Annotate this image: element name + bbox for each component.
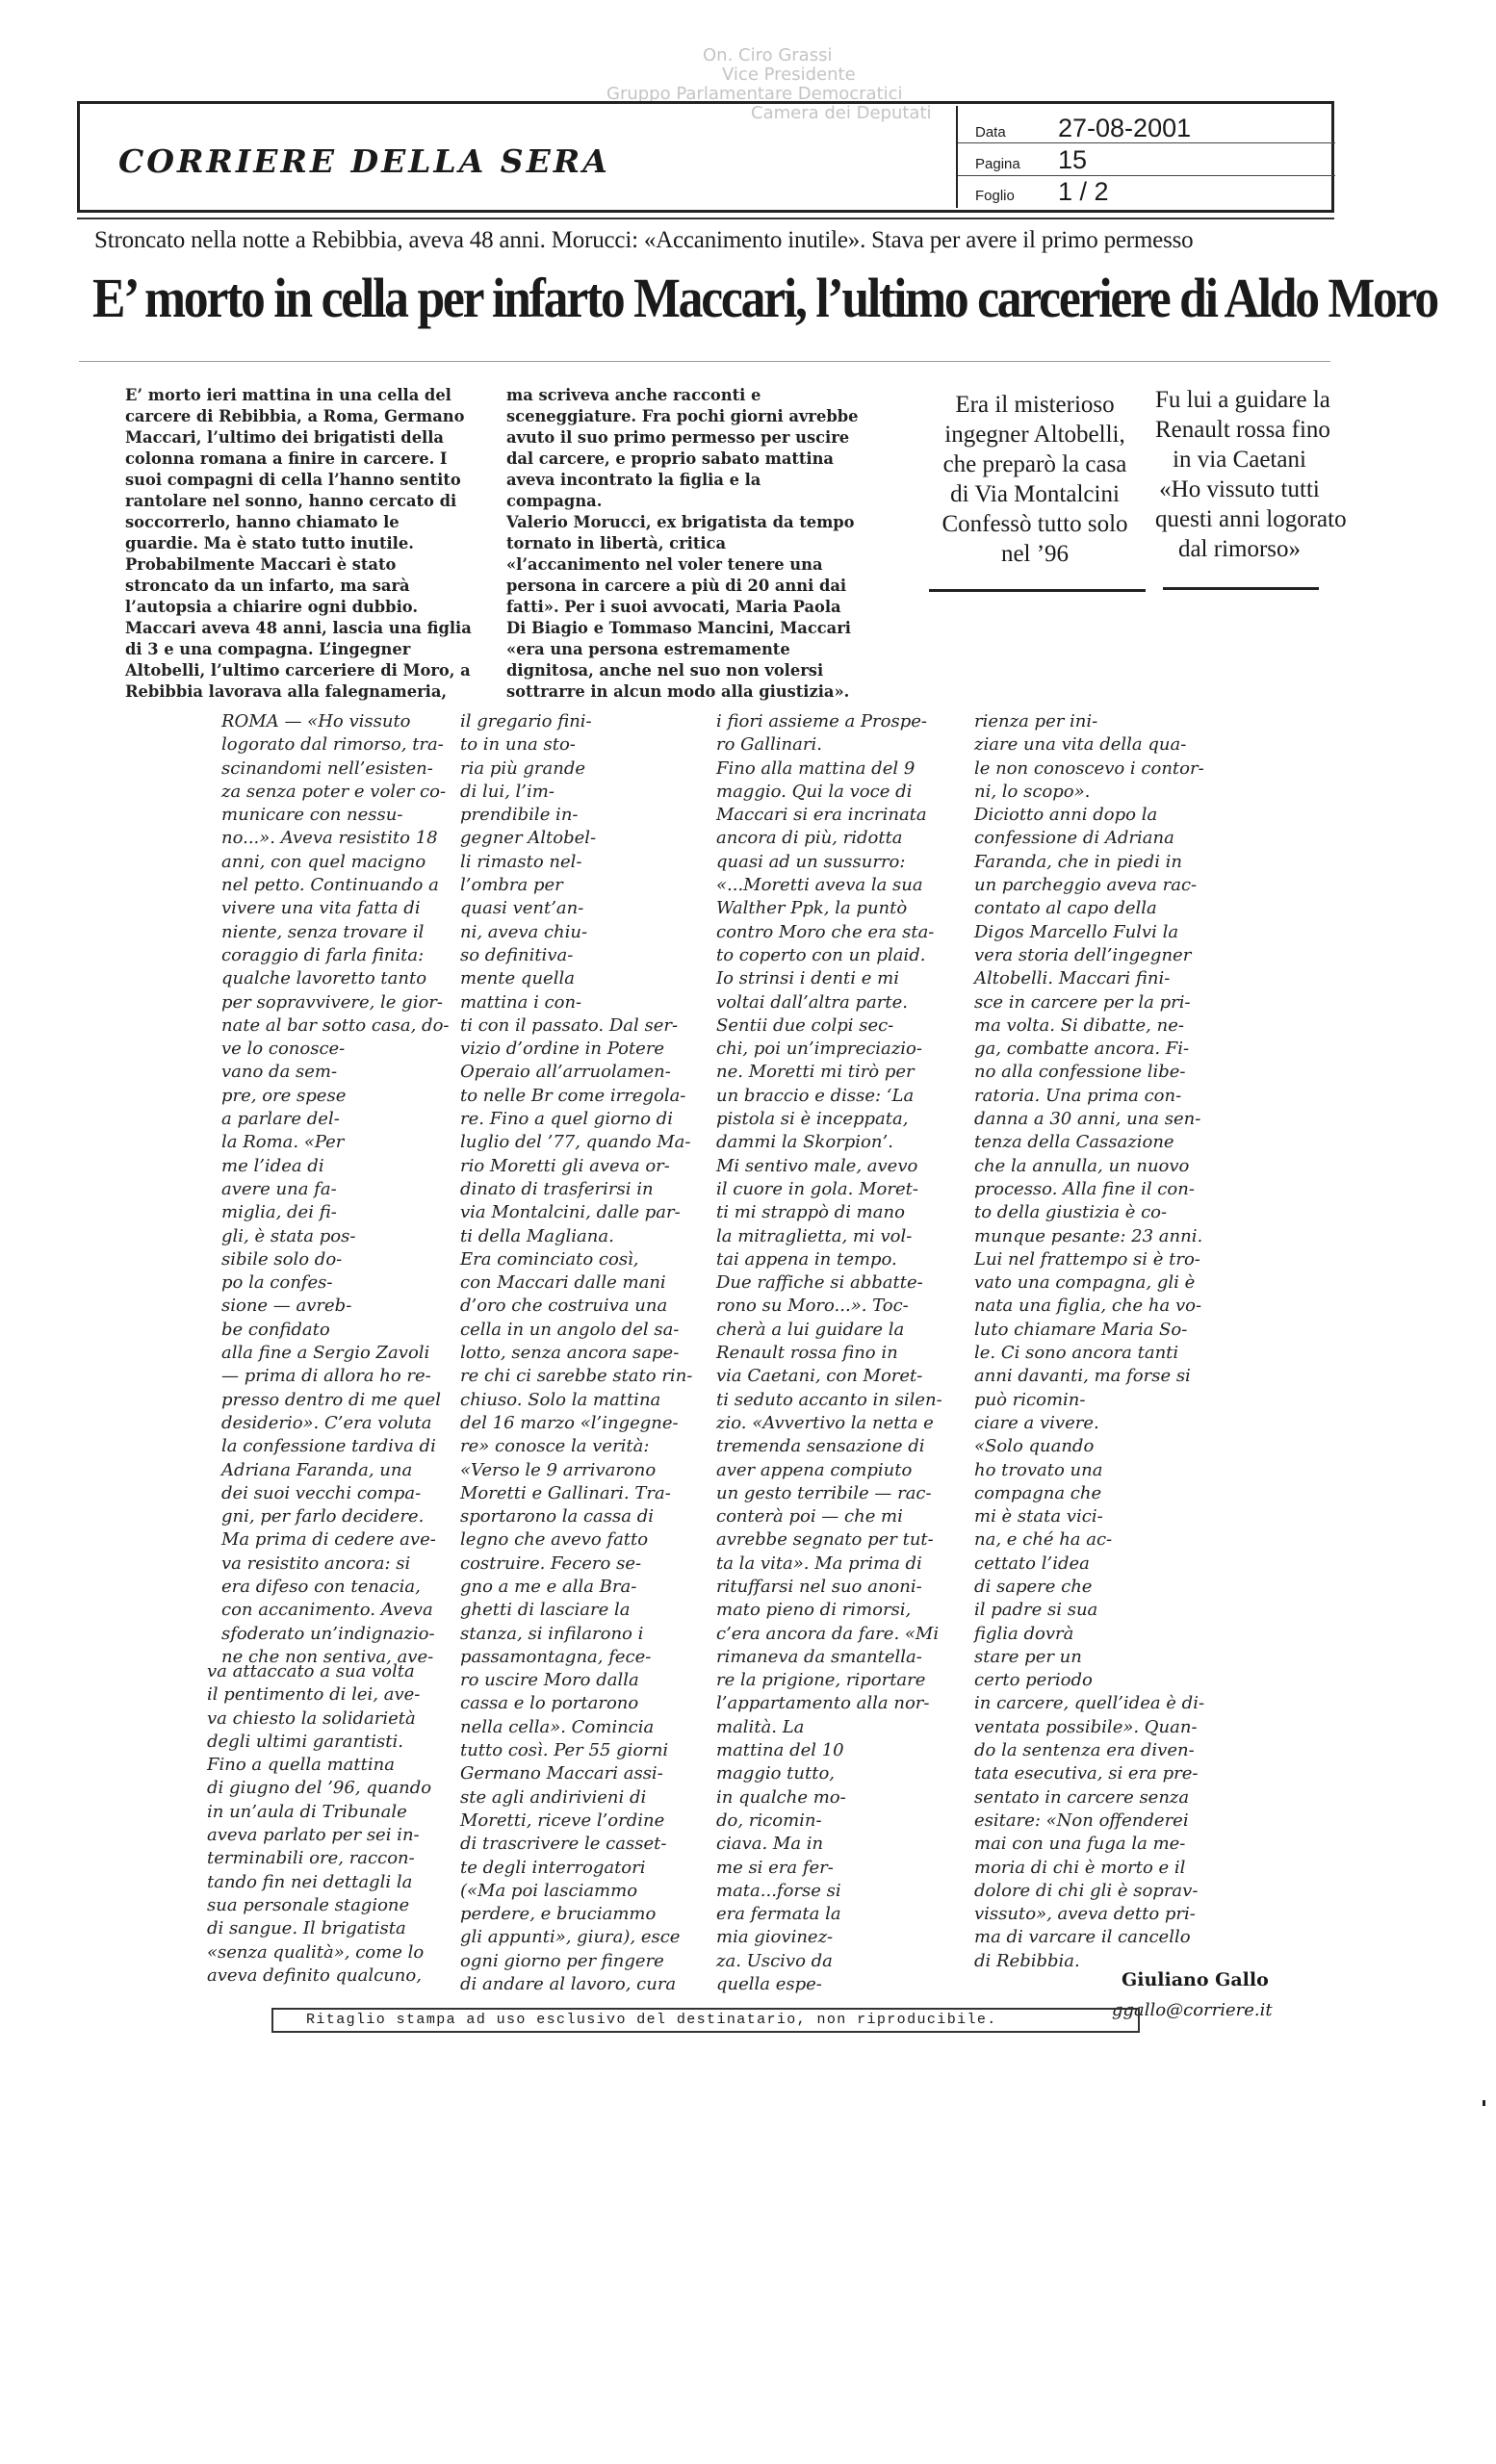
sheet-label: Foglio <box>975 188 1015 204</box>
body-line: do la sentenza era diven- <box>974 1740 1195 1761</box>
pull-quote-2 <box>1155 385 1347 564</box>
pull-quote-line: Fu lui a guidare la <box>1155 387 1330 413</box>
body-line: tutto così. Per 55 giorni <box>460 1740 669 1761</box>
body-line: un braccio e disse: ‘La <box>716 1085 915 1106</box>
body-line: Adriana Faranda, una <box>221 1459 413 1480</box>
body-line: l’appartamento alla nor- <box>716 1693 930 1714</box>
body-line: anni, con quel macigno <box>221 851 426 872</box>
body-line: avrebbe segnato per tut- <box>716 1529 934 1551</box>
body-column-1b <box>207 1660 481 1988</box>
info-divider <box>958 142 1335 143</box>
body-line: to nelle Br come irregola- <box>460 1085 686 1106</box>
body-line: figlia dovrà <box>974 1623 1074 1644</box>
lead-line: dignitosa, anche nel suo non volersi <box>506 661 824 680</box>
pull-quote-line: dal rimorso» <box>1177 536 1302 562</box>
body-line: di giugno del ’96, quando <box>207 1778 432 1799</box>
body-line: terminabili ore, raccon- <box>207 1848 415 1869</box>
body-line: ghetti di lasciare la <box>460 1600 631 1621</box>
date-value: 27-08-2001 <box>1058 114 1192 142</box>
stamp-line: Gruppo Parlamentare Democratici <box>606 84 903 104</box>
body-line: sportarono la cassa di <box>460 1506 654 1527</box>
body-line: in carcere, quell’idea è di- <box>974 1693 1205 1714</box>
body-line: vivere una vita fatta di <box>221 898 421 919</box>
body-line: ratoria. Una prima con- <box>974 1085 1182 1106</box>
body-line: Io strinsi i denti e mi <box>716 968 899 989</box>
lead-line: Probabilmente Maccari è stato <box>125 555 397 574</box>
body-line: tando fin nei dettagli la <box>207 1871 413 1892</box>
lead-line: Rebibbia lavorava alla falegnameria, <box>125 682 448 701</box>
body-line: to coperto con un plaid. <box>716 944 926 965</box>
body-line: logorato dal rimorso, tra- <box>221 734 444 756</box>
body-line: mente quella <box>460 968 575 989</box>
info-box <box>956 106 1335 208</box>
body-line: mattina del 10 <box>716 1740 844 1761</box>
body-line: ROMA — «Ho vissuto <box>221 711 411 732</box>
body-line: ciava. Ma in <box>716 1834 824 1855</box>
lead-line: compagna. <box>506 492 603 510</box>
pull-quote-line: Era il misterioso <box>955 392 1115 418</box>
body-line: desiderio». C’era voluta <box>221 1412 432 1433</box>
body-line: lotto, senza ancora sape- <box>460 1343 680 1364</box>
body-line: gli appunti», giura), esce <box>460 1927 681 1948</box>
body-line: ogni giorno per fingere <box>460 1950 664 1971</box>
body-line: ti seduto accanto in silen- <box>716 1389 942 1410</box>
body-line: te degli interrogatori <box>460 1857 646 1878</box>
body-line: in un’aula di Tribunale <box>207 1801 407 1822</box>
body-line: danna a 30 anni, una sen- <box>974 1109 1201 1130</box>
body-line: tenza della Cassazione <box>974 1132 1174 1153</box>
body-line: sua personale stagione <box>207 1894 410 1915</box>
sheet-value: 1 / 2 <box>1058 177 1109 206</box>
body-line: via Montalcini, dalle par- <box>460 1202 681 1223</box>
body-line: dolore di chi gli è soprav- <box>974 1880 1199 1901</box>
body-line: miglia, dei fi- <box>221 1202 337 1223</box>
date-label: Data <box>975 124 1006 141</box>
body-line: degli ultimi garantisti. <box>207 1731 403 1752</box>
pull-quote-line: che preparò la casa <box>942 451 1127 477</box>
body-line: conterà poi — che mi <box>716 1506 903 1527</box>
body-line: la mitraglietta, mi vol- <box>716 1225 913 1246</box>
body-line: gno a me e alla Bra- <box>460 1576 637 1597</box>
body-line: Fino alla mattina del 9 <box>716 757 916 779</box>
body-line: vano da sem- <box>221 1062 338 1083</box>
body-line: re chi ci sarebbe stato rin- <box>460 1366 693 1387</box>
body-line: chiuso. Solo la mattina <box>460 1389 661 1410</box>
headline-rule <box>79 361 1330 362</box>
body-line: può ricomin- <box>974 1389 1086 1410</box>
body-line: rono su Moro...». Toc- <box>716 1296 909 1317</box>
footer-notice: Ritaglio stampa ad uso esclusivo del destinatario, non riproducibile. <box>271 2008 1140 2033</box>
header-box <box>77 101 1334 213</box>
body-line: Diciotto anni dopo la <box>974 805 1158 826</box>
body-column-4 <box>974 710 1249 1973</box>
body-line: rio Moretti gli aveva or- <box>460 1155 670 1176</box>
body-line: ma volta. Si dibatte, ne- <box>974 1014 1184 1036</box>
body-line: dammi la Skorpion’. <box>716 1132 893 1153</box>
body-line: gli, è stata pos- <box>221 1225 356 1246</box>
body-line: d’oro che costruiva una <box>460 1296 668 1317</box>
body-line: sce in carcere per la pri- <box>974 991 1191 1013</box>
body-line: nata una figlia, che ha vo- <box>974 1296 1202 1317</box>
body-line: ti della Magliana. <box>460 1225 614 1246</box>
body-line: legno che avevo fatto <box>460 1529 649 1551</box>
body-line: esitare: «Non offenderei <box>974 1810 1189 1831</box>
lead-line: Valerio Morucci, ex brigatista da tempo <box>506 513 855 531</box>
body-line: ti con il passato. Dal ser- <box>460 1014 679 1036</box>
body-line: gni, per farlo decidere. <box>221 1506 425 1527</box>
body-line: mi è stata vici- <box>974 1506 1103 1527</box>
body-line: di sapere che <box>974 1576 1093 1597</box>
body-line: pre, ore spese <box>221 1085 347 1106</box>
body-line: contato al capo della <box>974 898 1157 919</box>
body-line: za senza poter e voler co- <box>221 781 447 802</box>
lead-line: ma scriveva anche racconti e <box>506 386 761 404</box>
body-line: qualche lavoretto tanto <box>221 968 427 989</box>
body-line: stare per un <box>974 1646 1082 1667</box>
body-line: di trascrivere le casset- <box>460 1834 667 1855</box>
lead-line: sottrarre in alcun modo alla giustizia». <box>506 682 850 701</box>
body-line: munque pesante: 23 anni. <box>974 1225 1203 1246</box>
top-rule <box>77 218 1334 219</box>
body-line: Due raffiche si abbatte- <box>716 1272 923 1294</box>
lead-line: dal carcere, e proprio sabato mattina <box>506 449 834 468</box>
body-line: Maccari si era incrinata <box>716 805 927 826</box>
body-line: Walther Ppk, la puntò <box>716 898 908 919</box>
author-email: ggallo@corriere.it <box>1112 2000 1273 2020</box>
body-line: za. Uscivo da <box>716 1950 833 1971</box>
body-line: costruire. Fecero se- <box>460 1553 642 1574</box>
body-line: un parcheggio aveva rac- <box>974 875 1198 896</box>
body-line: re» conosce la verità: <box>460 1436 650 1457</box>
pull-quote-line: questi anni logorato <box>1155 506 1347 532</box>
body-line: quasi ad un sussurro: <box>716 851 906 872</box>
body-line: sfoderato un’indignazio- <box>221 1623 435 1644</box>
page-value: 15 <box>1058 145 1088 174</box>
pull-quote-line: nel ’96 <box>1000 541 1070 567</box>
body-line: compagna che <box>974 1482 1102 1503</box>
body-line: le non conoscevo i contor- <box>974 757 1204 779</box>
body-line: cassa e lo portarono <box>460 1693 639 1714</box>
page-row <box>975 145 1087 175</box>
body-line: ni, lo scopo». <box>974 781 1091 802</box>
body-line: aveva definito qualcuno, <box>207 1964 422 1986</box>
byline: Giuliano Gallo <box>1122 1969 1269 1990</box>
body-line: dinato di trasferirsi in <box>460 1178 654 1199</box>
body-line: di lui, l’im- <box>460 781 555 802</box>
body-line: Ma prima di cedere ave- <box>221 1529 436 1551</box>
body-line: re la prigione, riportare <box>716 1670 926 1691</box>
body-line: processo. Alla fine il con- <box>974 1178 1195 1199</box>
body-line: Operaio all’arruolamen- <box>460 1062 671 1083</box>
pull-quote-1 <box>919 390 1150 569</box>
body-line: era difeso con tenacia, <box>221 1576 421 1597</box>
body-line: Moretti, riceve l’ordine <box>460 1810 665 1831</box>
lead-line: Di Biagio e Tommaso Mancini, Maccari <box>506 619 851 637</box>
body-line: contro Moro che era sta- <box>716 921 935 942</box>
body-line: nella cella». Comincia <box>460 1716 655 1737</box>
body-line: ti mi strappò di mano <box>716 1202 905 1223</box>
body-line: rituffarsi nel suo anoni- <box>716 1576 922 1597</box>
body-line: rienza per ini- <box>974 711 1098 732</box>
body-line: quasi vent’an- <box>460 898 584 919</box>
body-line: na, e ché ha ac- <box>974 1529 1113 1551</box>
lead-line: fatti». Per i suoi avvocati, Maria Paola <box>506 598 841 616</box>
body-line: il pentimento di lei, ave- <box>207 1684 421 1706</box>
lead-line: di 3 e una compagna. L’ingegner <box>125 640 411 658</box>
body-column-1 <box>221 710 481 1669</box>
lead-line: Maccari, l’ultimo dei brigatisti della <box>125 428 444 447</box>
body-line: va resistito ancora: si <box>221 1553 411 1574</box>
info-divider <box>958 175 1335 176</box>
body-line: voltai dall’altra parte. <box>716 991 908 1013</box>
headline: E’ morto in cella per infarto Maccari, l’ultimo carceriere di Aldo Moro <box>92 267 1437 329</box>
body-line: nel petto. Continuando a <box>221 875 439 896</box>
body-line: do, ricomin- <box>716 1810 822 1831</box>
pull-quote-line: «Ho vissuto tutti <box>1159 476 1320 502</box>
body-line: Lui nel frattempo si è tro- <box>974 1248 1200 1270</box>
body-line: con Maccari dalle mani <box>460 1272 666 1294</box>
body-line: no alla confessione libe- <box>974 1062 1186 1083</box>
body-line: luglio del ’77, quando Ma- <box>460 1132 691 1153</box>
body-line: di andare al lavoro, cura <box>460 1974 677 1995</box>
body-line: dei suoi vecchi compa- <box>221 1482 422 1503</box>
body-line: pistola si è inceppata, <box>716 1109 909 1130</box>
lead-column-2 <box>506 385 891 703</box>
body-column-2 <box>460 710 720 1996</box>
body-line: ta la vita». Ma prima di <box>716 1553 922 1574</box>
body-line: luto chiamare Maria So- <box>974 1319 1188 1340</box>
body-line: ziare una vita della qua- <box>974 734 1187 756</box>
pull-quote-line: ingegner Altobelli, <box>944 422 1125 448</box>
body-line: so definitiva- <box>460 944 574 965</box>
body-line: stanza, si infilarono i <box>460 1623 644 1644</box>
body-line: c’era ancora da fare. «Mi <box>716 1623 940 1644</box>
pull-quote-line: Renault rossa fino <box>1155 417 1330 443</box>
lead-line: suoi compagni di cella l’hanno sentito <box>125 471 461 489</box>
scan-speck <box>1483 2100 1485 2106</box>
body-line: — prima di allora ho re- <box>221 1366 431 1387</box>
body-line: era fermata la <box>716 1904 841 1925</box>
body-line: presso dentro di me quel <box>221 1389 441 1410</box>
body-line: il cuore in gola. Moret- <box>716 1178 918 1199</box>
body-line: Digos Marcello Fulvi la <box>974 921 1179 942</box>
lead-line: tornato in libertà, critica <box>506 534 727 552</box>
body-line: Era cominciato così, <box>460 1248 639 1270</box>
body-line: ro uscire Moro dalla <box>460 1670 639 1691</box>
body-line: mato pieno di rimorsi, <box>716 1600 912 1621</box>
body-line: avere una fa- <box>221 1178 337 1199</box>
lead-line: l’autopsia a chiarire ogni dubbio. <box>125 598 418 616</box>
body-line: ancora di più, ridotta <box>716 828 903 849</box>
body-line: ve lo conosce- <box>221 1039 346 1060</box>
body-line: moria di chi è morto e il <box>974 1857 1186 1878</box>
lead-line: aveva incontrato la figlia e la <box>506 471 761 489</box>
body-line: to in una sto- <box>460 734 576 756</box>
body-line: via Caetani, con Moret- <box>716 1366 923 1387</box>
body-line: «senza qualità», come lo <box>207 1941 425 1963</box>
body-line: la Roma. «Per <box>221 1132 345 1153</box>
body-line: Sentii due colpi sec- <box>716 1014 894 1036</box>
body-line: coraggio di farla finita: <box>221 944 425 965</box>
body-line: il padre si sua <box>974 1600 1098 1621</box>
body-line: cherà a lui guidare la <box>716 1319 905 1340</box>
body-line: certo periodo <box>974 1670 1093 1691</box>
body-line: anni davanti, ma forse si <box>974 1366 1191 1387</box>
pull-quote-1-rule <box>929 589 1146 592</box>
body-line: vera storia dell’ingegner <box>974 944 1192 965</box>
body-line: Renault rossa fino in <box>716 1343 898 1364</box>
body-line: Altobelli. Maccari fini- <box>974 968 1171 989</box>
body-line: di sangue. Il brigatista <box>207 1918 406 1939</box>
lead-column-1 <box>125 385 491 703</box>
body-line: perdere, e bruciammo <box>460 1904 657 1925</box>
body-line: to della giustizia è co- <box>974 1202 1168 1223</box>
body-line: «Solo quando <box>974 1436 1095 1457</box>
body-line: passamontagna, fece- <box>460 1646 652 1667</box>
stamp-line: Vice Presidente <box>722 64 856 85</box>
body-line: i fiori assieme a Prospe- <box>716 711 927 732</box>
stamp-line: On. Ciro Grassi <box>703 45 833 65</box>
body-line: mai con una fuga la me- <box>974 1834 1186 1855</box>
body-line: Germano Maccari assi- <box>460 1763 663 1784</box>
body-line: ro Gallinari. <box>716 734 822 756</box>
date-row <box>975 114 1191 143</box>
body-line: be confidato <box>221 1319 330 1340</box>
body-line: Moretti e Gallinari. Tra- <box>460 1482 671 1503</box>
body-line: zio. «Avvertivo la netta e <box>716 1412 934 1433</box>
body-line: maggio tutto, <box>716 1763 836 1784</box>
lead-line: carcere di Rebibbia, a Roma, Germano <box>125 407 465 425</box>
body-line: ga, combatte ancora. Fi- <box>974 1039 1190 1060</box>
lead-line: colonna romana a finire in carcere. I <box>125 449 448 468</box>
pull-quote-2-rule <box>1163 587 1319 590</box>
body-line: no...». Aveva resistito 18 <box>221 828 438 849</box>
body-line: per sopravvivere, le gior- <box>221 991 443 1013</box>
body-line: rimaneva da smantella- <box>716 1646 922 1667</box>
body-line: un gesto terribile — rac- <box>716 1482 932 1503</box>
lead-line: Altobelli, l’ultimo carceriere di Moro, a <box>125 661 471 680</box>
lead-line: E’ morto ieri mattina in una cella del <box>125 386 451 404</box>
body-line: municare con nessu- <box>221 805 403 826</box>
body-line: ventata possibile». Quan- <box>974 1716 1198 1737</box>
body-line: mattina i con- <box>460 991 582 1013</box>
body-line: che la annulla, un nuovo <box>974 1155 1190 1176</box>
body-line: po la confes- <box>221 1272 333 1294</box>
lead-line: guardie. Ma è stato tutto inutile. <box>125 534 414 552</box>
lead-line: persona in carcere a più di 20 anni dai <box>506 577 847 595</box>
body-line: me l’idea di <box>221 1155 324 1176</box>
body-line: aveva parlato per sei in- <box>207 1825 420 1846</box>
body-line: alla fine a Sergio Zavoli <box>221 1343 430 1364</box>
body-line: Faranda, che in piedi in <box>974 851 1183 872</box>
body-line: va attaccato a sua volta <box>207 1661 415 1681</box>
body-line: cettato l’idea <box>974 1553 1090 1574</box>
body-line: a parlare del- <box>221 1109 340 1130</box>
body-line: li rimasto nel- <box>460 851 582 872</box>
body-line: re. Fino a quel giorno di <box>460 1109 673 1130</box>
body-line: va chiesto la solidarietà <box>207 1707 416 1729</box>
kicker: Stroncato nella notte a Rebibbia, aveva 48 anni. Morucci: «Accanimento inutile». Stava per avere il primo permesso <box>94 227 1194 253</box>
lead-line: stroncato da un infarto, ma sarà <box>125 577 410 595</box>
body-line: sione — avreb- <box>221 1296 352 1317</box>
body-line: del 16 marzo «l’ingegne- <box>460 1412 679 1433</box>
lead-line: «l’accanimento nel voler tenere una <box>506 555 823 574</box>
body-line: chi, poi un’impreciazio- <box>716 1039 922 1060</box>
body-line: di Rebibbia. <box>974 1950 1080 1971</box>
body-line: «Verso le 9 arrivarono <box>460 1459 657 1480</box>
body-line: il gregario fini- <box>460 711 592 732</box>
body-line: ni, aveva chiu- <box>460 921 588 942</box>
masthead: CORRIERE DELLA SERA <box>118 142 610 180</box>
body-line: aver appena compiuto <box>716 1459 913 1480</box>
body-line: ma di varcare il cancello <box>974 1927 1191 1948</box>
page-label: Pagina <box>975 156 1020 172</box>
body-line: me si era fer- <box>716 1857 834 1878</box>
body-line: scinandomi nell’esisten- <box>221 757 433 779</box>
lead-line: rantolare nel sonno, hanno cercato di <box>125 492 457 510</box>
body-line: ne. Moretti mi tirò per <box>716 1062 915 1083</box>
body-line: sentato in carcere senza <box>974 1786 1190 1808</box>
lead-line: Maccari aveva 48 anni, lascia una figlia <box>125 619 472 637</box>
body-line: cella in un angolo del sa- <box>460 1319 680 1340</box>
body-line: la confessione tardiva di <box>221 1436 436 1457</box>
body-line: tai appena in tempo. <box>716 1248 897 1270</box>
body-line: in qualche mo- <box>716 1786 846 1808</box>
body-line: tremenda sensazione di <box>716 1436 925 1457</box>
lead-line: avuto il suo primo permesso per uscire <box>506 428 850 447</box>
pull-quote-line: di Via Montalcini <box>950 481 1120 507</box>
body-line: («Ma poi lasciammo <box>460 1880 638 1901</box>
body-line: vizio d’ordine in Potere <box>460 1039 665 1060</box>
body-line: maggio. Qui la voce di <box>716 781 913 802</box>
body-column-3 <box>716 710 967 1996</box>
lead-line: sceneggiature. Fra pochi giorni avrebbe <box>506 407 859 425</box>
body-line: quella espe- <box>716 1974 822 1995</box>
body-line: tata esecutiva, si era pre- <box>974 1763 1199 1784</box>
body-line: le. Ci sono ancora tanti <box>974 1343 1179 1364</box>
body-line: vissuto», aveva detto pri- <box>974 1904 1196 1925</box>
body-line: mia giovinez- <box>716 1927 834 1948</box>
body-line: ria più grande <box>460 757 586 779</box>
body-line: sibile solo do- <box>221 1248 343 1270</box>
body-line: vato una compagna, gli è <box>974 1272 1196 1294</box>
body-line: confessione di Adriana <box>974 828 1174 849</box>
sheet-row <box>975 177 1109 207</box>
body-line: con accanimento. Aveva <box>221 1600 433 1621</box>
body-line: «...Moretti aveva la sua <box>716 875 923 896</box>
body-line: nate al bar sotto casa, do- <box>221 1014 450 1036</box>
body-line: niente, senza trovare il <box>221 921 425 942</box>
pull-quote-line: Confessò tutto solo <box>941 511 1128 537</box>
body-line: ste agli andirivieni di <box>460 1786 647 1808</box>
body-line: Mi sentivo male, avevo <box>716 1155 918 1176</box>
stamp-line: Camera dei Deputati <box>751 103 932 123</box>
body-line: gegner Altobel- <box>460 828 597 849</box>
body-line: l’ombra per <box>460 875 563 896</box>
body-line: ho trovato una <box>974 1459 1103 1480</box>
body-line: Fino a quella mattina <box>207 1755 395 1776</box>
body-line: ciare a vivere. <box>974 1412 1099 1433</box>
lead-line: soccorrerlo, hanno chiamato le <box>125 513 400 531</box>
body-line: mata...forse si <box>716 1880 841 1901</box>
body-line: ne che non sentiva, ave- <box>221 1646 434 1667</box>
body-line: malità. La <box>716 1716 805 1737</box>
pull-quote-line: in via Caetani <box>1173 447 1306 473</box>
body-line: prendibile in- <box>460 805 579 826</box>
lead-line: «era una persona estremamente <box>506 640 790 658</box>
